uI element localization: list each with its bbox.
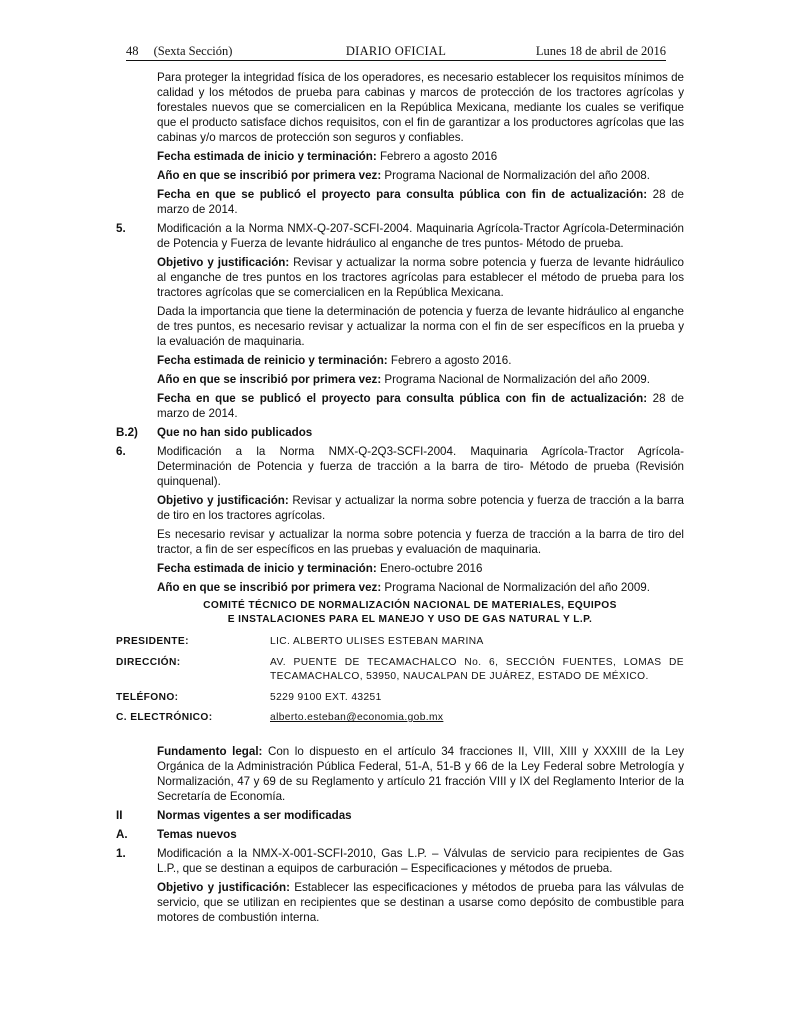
field-label: Fecha en que se publicó el proyecto para consulta pública con fin de actualización: xyxy=(157,392,648,405)
item4-field xyxy=(157,187,684,217)
section-b2-heading xyxy=(116,425,684,440)
field-label: Fecha estimada de reinicio y terminación: xyxy=(157,354,388,367)
committee-address-row xyxy=(116,656,684,685)
committee-line-2: E INSTALACIONES PARA EL MANEJO Y USO DE GAS NATURAL Y L.P. xyxy=(227,614,593,625)
committee-line-1: COMITÉ TÉCNICO DE NORMALIZACIÓN NACIONAL DE MATERIALES, EQUIPOS xyxy=(203,600,617,611)
phone-label: TELÉFONO: xyxy=(116,691,179,703)
item-title: Modificación a la Norma NMX-Q-207-SCFI-2004. Maquinaria Agrícola-Tractor Agrícola-Determinación de Potencia y Fuerza de levante hidráulico al enganche de tres puntos- Método de prueba. xyxy=(157,222,684,250)
item-number: 6. xyxy=(116,445,126,458)
field-value: 28 de marzo de 2014. xyxy=(157,392,684,420)
item6-field xyxy=(157,580,684,595)
field-value: 28 de marzo de 2014. xyxy=(157,188,684,216)
intro-paragraph: Para proteger la integridad física de los operadores, es necesario establecer los requisitos mínimos de calidad y los métodos de prueba para cabinas y marcos de protección de los tractores agrícolas y forestales nuevos que se comercialicen en la República Mexicana, mediante los cuales se verifique que el producto satisface dichos requisitos, con el fin de garantizar a los productores agrícolas que las cabinas y/o marcos de protección son seguros y confiables. xyxy=(157,71,684,144)
field-label: Año en que se inscribió por primera vez: xyxy=(157,169,382,182)
section-title: Que no han sido publicados xyxy=(157,426,313,439)
section-label: (Sexta Sección) xyxy=(153,44,233,58)
item6-paragraph: Es necesario revisar y actualizar la norma sobre potencia y fuerza de tracción a la barra de tiro del tractor, a fin de ser específicos en las pruebas y evaluación de maquinaria. xyxy=(157,528,684,556)
section-ii-heading xyxy=(116,808,684,823)
field-label: Fecha estimada de inicio y terminación: xyxy=(157,562,377,575)
field-value: Establecer las especificaciones y métodos de prueba para las válvulas de servicio, que se utilizan en recipientes que se destinan a usarse como depósito de combustible para motores de combustión interna. xyxy=(157,880,684,924)
phone-value: 5229 9100 EXT. 43251 xyxy=(270,691,382,703)
item-5 xyxy=(116,221,684,251)
spacer xyxy=(116,732,684,744)
item4-field xyxy=(157,168,684,183)
section-a-heading xyxy=(116,827,684,842)
field-value: Programa Nacional de Normalización del año 2009. xyxy=(381,373,650,386)
item5-paragraph: Dada la importancia que tiene la determinación de potencia y fuerza de levante hidráulico al enganche de tres puntos, es necesario revisar y actualizar la norma con el fin de ser específicos en la prueba y la evaluación de maquinaria. xyxy=(157,305,684,348)
section-number: A. xyxy=(116,827,128,841)
item-number: 1. xyxy=(116,846,126,860)
item1-objective xyxy=(157,880,684,925)
item-number: 5. xyxy=(116,222,126,235)
field-value: Con lo dispuesto en el artículo 34 fracciones II, VIII, XIII y XXXIII de la Ley Orgánica de la Administración Pública Federal, 51-A, 51-B y 66 de la Ley Federal sobre Metrología y Normalización, 47 y 69 de su Reglamento y artículo 21 fracción VIII y IX del Reglamento Interior de la Secretaría de Economía. xyxy=(157,744,684,803)
committee-president-row xyxy=(116,635,684,650)
section-title: Normas vigentes a ser modificadas xyxy=(157,808,352,822)
page-number: 48 xyxy=(126,44,139,58)
item-title: Modificación a la Norma NMX-Q-2Q3-SCFI-2004. Maquinaria Agrícola-Tractor Agrícola- Determinación de Potencia y fuerza de tracción a la barra de tiro- Método de prueba (Revisión quinquenal). xyxy=(157,445,684,488)
item4-field xyxy=(157,149,684,164)
item6-objective xyxy=(157,493,684,523)
field-value: Enero-octubre 2016 xyxy=(376,562,483,575)
legal-basis xyxy=(157,744,684,804)
field-value: Febrero a agosto 2016. xyxy=(387,354,512,367)
field-label: Objetivo y justificación: xyxy=(157,256,290,269)
field-value: Revisar y actualizar la norma sobre potencia y fuerza de levante hidráulico al enganche de tres puntos en los tractores agrícolas para establecer el método de prueba para los tractores agrícolas que se comercialicen en la República Mexicana. xyxy=(157,256,684,299)
item5-objective xyxy=(157,255,684,300)
committee-heading xyxy=(116,599,684,627)
item5-field xyxy=(157,391,684,421)
committee-phone-row xyxy=(116,691,684,706)
publication-date: Lunes 18 de abril de 2016 xyxy=(535,44,666,58)
publication-title: DIARIO OFICIAL xyxy=(345,44,447,58)
section-number: II xyxy=(116,808,123,822)
document-body xyxy=(116,70,684,929)
field-value: Programa Nacional de Normalización del año 2008. xyxy=(381,169,650,182)
item-title: Modificación a la NMX-X-001-SCFI-2010, Gas L.P. – Válvulas de servicio para recipientes de Gas L.P., que se destinan a equipos de carburación – Especificaciones y métodos de prueba. xyxy=(157,846,684,875)
president-value: LIC. ALBERTO ULISES ESTEBAN MARINA xyxy=(270,636,484,647)
item5-field xyxy=(157,372,684,387)
field-label: Objetivo y justificación: xyxy=(157,880,290,894)
field-label: Año en que se inscribió por primera vez: xyxy=(157,581,382,594)
field-label: Fundamento legal: xyxy=(157,744,263,758)
section-number: B.2) xyxy=(116,426,138,439)
item5-field xyxy=(157,353,684,368)
field-label: Objetivo y justificación: xyxy=(157,494,289,507)
field-value: Febrero a agosto 2016 xyxy=(376,150,498,163)
field-label: Fecha en que se publicó el proyecto para consulta pública con fin de actualización: xyxy=(157,188,648,201)
email-label: C. ELECTRÓNICO: xyxy=(116,712,213,723)
field-label: Fecha estimada de inicio y terminación: xyxy=(157,150,377,163)
field-value: Programa Nacional de Normalización del año 2009. xyxy=(381,581,650,594)
item6-field xyxy=(157,561,684,576)
address-value: AV. PUENTE DE TECAMACHALCO No. 6, SECCIÓN FUENTES, LOMAS DE TECAMACHALCO, 53950, NAUCALPAN DE JUÁREZ, ESTADO DE MÉXICO. xyxy=(270,656,684,682)
email-link[interactable]: alberto.esteban@economia.gob.mx xyxy=(270,712,444,723)
committee-email-row xyxy=(116,711,684,726)
item-6 xyxy=(116,444,684,489)
item-1 xyxy=(116,846,684,876)
header-rule xyxy=(126,60,666,61)
president-label: PRESIDENTE: xyxy=(116,636,189,647)
field-value: Revisar y actualizar la norma sobre potencia y fuerza de tracción a la barra de tiro en los tractores agrícolas. xyxy=(157,494,684,522)
section-title: Temas nuevos xyxy=(157,827,237,841)
address-label: DIRECCIÓN: xyxy=(116,656,181,668)
field-label: Año en que se inscribió por primera vez: xyxy=(157,373,382,386)
